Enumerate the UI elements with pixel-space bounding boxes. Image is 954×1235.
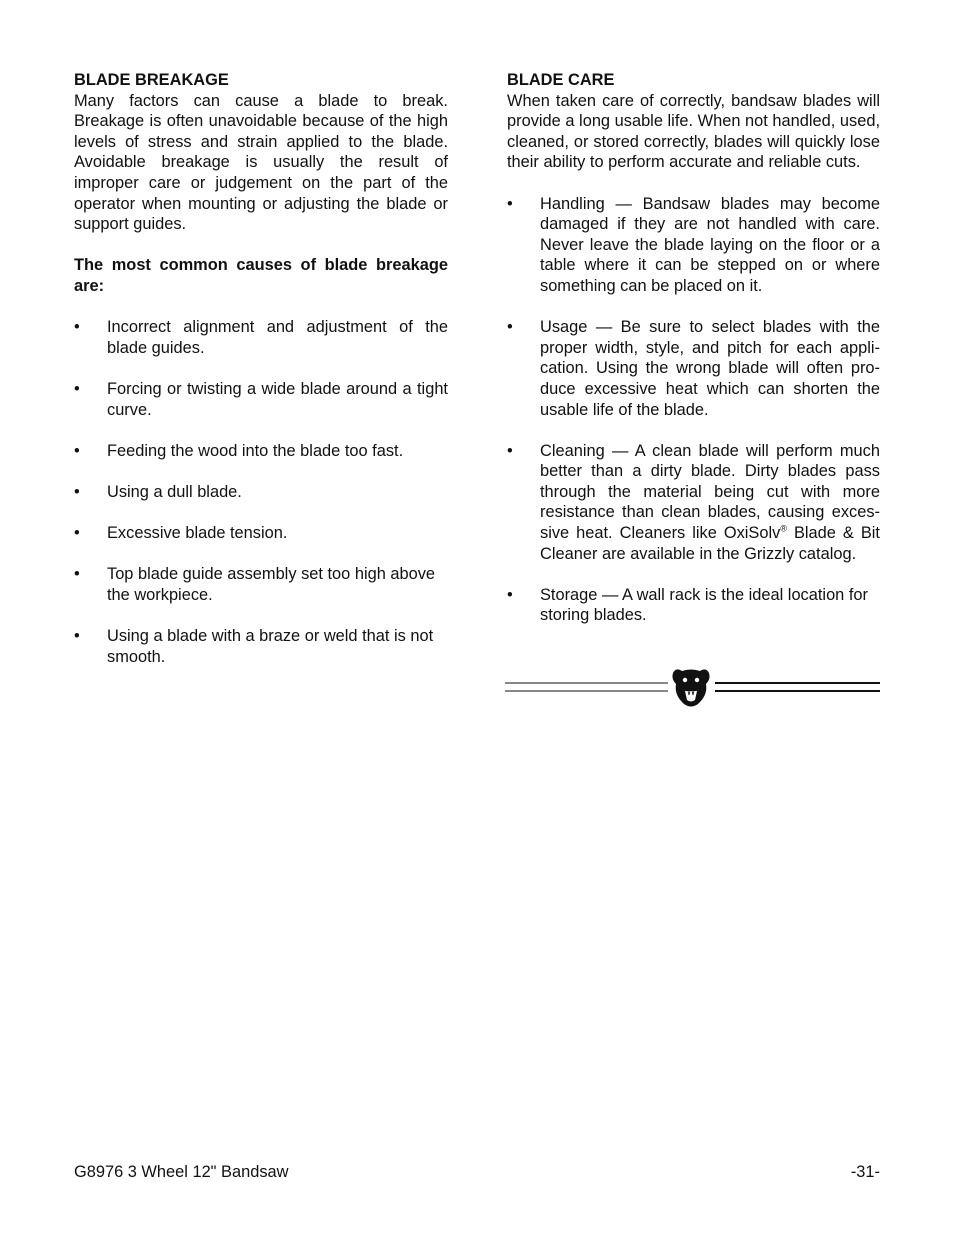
blade-breakage-intro: Many factors can cause a blade to break. Breakage is often unavoidable because of the high levels of stress and strain applied to the blade. Avoidable breakage is usually the result of improper care or judgement on the part of the operator when mounting or adjusting the blade or support guides. [74,91,448,234]
list-item: • Using a blade with a braze or weld that is not smooth. [74,627,434,666]
list-item-storage: • Storage — A wall rack is the ideal location for storing blades. [507,585,868,625]
list-item: • Top blade guide assembly set too high above the workpiece. [74,565,436,604]
bullet-icon: • [74,565,80,584]
blade-care-intro: When taken care of correctly, bandsaw blades will provide a long usable life. When not handled, used, cleaned, or stored correctly, blades will quickly lose their ability to perform accurate and reliable cuts. [507,91,880,172]
blade-care-list [507,194,880,626]
left-column [74,70,448,667]
list-item: • Using a dull blade. [74,482,242,501]
list-item-usage: • Usage — Be sure to select blades with the proper width, style, and pitch for each appli-cation. Using the wrong blade will often pro-duce excessive heat which can shorten the usable life of the blade. [507,318,880,419]
bullet-icon: • [507,194,513,213]
list-item: • Feeding the wood into the blade too fast. [74,441,404,460]
section-divider [505,664,880,710]
list-item-cleaning: • Cleaning — A clean blade will perform much better than a dirty blade. Dirty blades pass through the material being cut with more resistance than clean blades, causing exces-sive heat. Cleaners like OxiSolv® Blade & Bit Cleaner are available in the Grizzly catalog. [507,441,880,563]
bullet-icon: • [74,318,80,337]
breakage-causes-list [74,317,448,667]
bullet-icon: • [74,379,80,398]
bullet-icon: • [74,482,80,501]
list-item-handling: • Handling — Bandsaw blades may become damaged if they are not handled with care. Never leave the blade laying on the floor or a table where it can be stepped on or where something can be placed on it. [507,194,880,295]
breakage-causes-lead: The most common causes of blade breakage are: [74,256,448,295]
right-column [507,70,880,626]
list-item: • Excessive blade tension. [74,524,288,543]
registered-mark: ® [780,523,787,534]
bullet-icon: • [507,585,513,604]
bullet-icon: • [74,524,80,543]
bullet-icon: • [507,318,513,337]
footer-model-label: G8976 3 Wheel 12" Bandsaw [74,1163,289,1181]
bullet-icon: • [507,441,513,460]
list-item: • Forcing or twisting a wide blade around a tight curve. [74,379,448,419]
page-number: -31- [850,1163,880,1181]
blade-care-heading: BLADE CARE [507,71,615,89]
list-item: • Incorrect alignment and adjustment of the blade guides. [74,318,448,357]
blade-breakage-heading: BLADE BREAKAGE [74,71,229,89]
bullet-icon: • [74,627,80,646]
bullet-icon: • [74,441,80,460]
bear-head-icon [672,669,709,706]
